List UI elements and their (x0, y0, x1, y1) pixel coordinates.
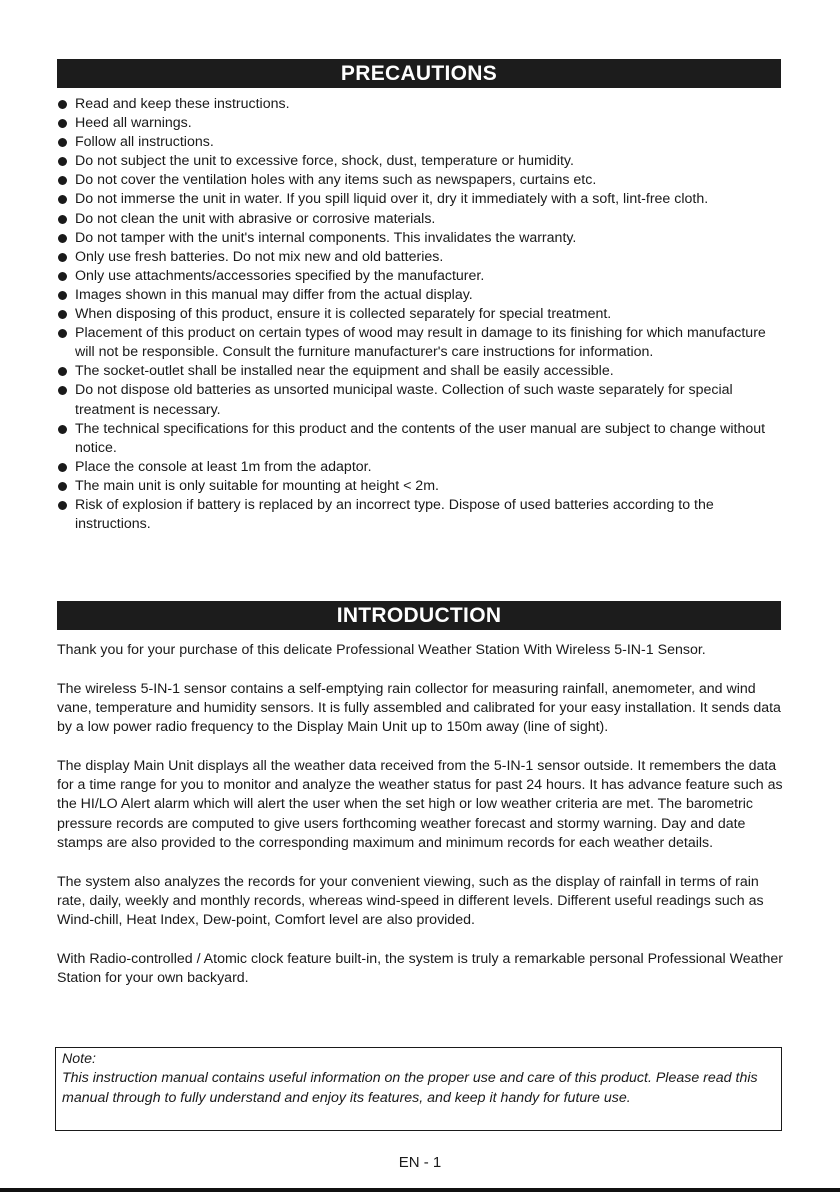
note-heading: Note: (62, 1051, 96, 1067)
list-item: Do not clean the unit with abrasive or corrosive materials. (57, 210, 787, 229)
bullet-icon (58, 310, 67, 319)
bullet-icon (58, 425, 67, 434)
bullet-icon (58, 367, 67, 376)
list-item: Placement of this product on certain types of wood may result in damage to its finishing for which manufacture will not be responsible. Consult the furniture manufacturer's care instructions for information. (57, 324, 787, 362)
list-item: Read and keep these instructions. (57, 95, 787, 114)
list-item: Only use fresh batteries. Do not mix new and old batteries. (57, 248, 787, 267)
bullet-icon (58, 253, 67, 262)
intro-paragraph: The display Main Unit displays all the weather data received from the 5-IN-1 sensor outside. It remembers the data for a time range for you to monitor and analyze the weather status for past 24 hours. It has advance feature such as the HI/LO Alert alarm which will alert the user when the set high or low weather criteria are met. The barometric pressure records are computed to give users forthcoming weather forecast and stormy warning. Day and date stamps are also provided to the corresponding maximum and minimum records for each weather details. (57, 757, 783, 851)
bullet-icon (58, 119, 67, 128)
precautions-title: PRECAUTIONS (57, 59, 781, 88)
list-item: Heed all warnings. (57, 114, 787, 133)
intro-paragraph: The system also analyzes the records for your convenient viewing, such as the display of rainfall in terms of rain rate, daily, weekly and monthly records, whereas wind-speed in different levels. Different useful readings such as Wind-chill, Heat Index, Dew-point, Comfort level are also provided. (57, 873, 764, 929)
bullet-icon (58, 195, 67, 204)
list-item: The main unit is only suitable for mounting at height < 2m. (57, 477, 787, 496)
bullet-icon (58, 291, 67, 300)
intro-paragraph: With Radio-controlled / Atomic clock feature built-in, the system is truly a remarkable personal Professional Weather Station for your own backyard. (57, 950, 783, 987)
bullet-icon (58, 176, 67, 185)
list-item: Do not tamper with the unit's internal components. This invalidates the warranty. (57, 229, 787, 248)
list-item: Images shown in this manual may differ from the actual display. (57, 286, 787, 305)
list-item: The technical specifications for this product and the contents of the user manual are subject to change without notice. (57, 420, 787, 458)
bullet-icon (58, 100, 67, 109)
bullet-icon (58, 272, 67, 281)
bullet-icon (58, 482, 67, 491)
bullet-icon (58, 501, 67, 510)
note-text: This instruction manual contains useful information on the proper use and care of this product. Please read this manual through to fully understand and enjoy its features, and keep it handy for future use. (62, 1070, 758, 1106)
list-item: Follow all instructions. (57, 133, 787, 152)
list-item: The socket-outlet shall be installed near the equipment and shall be easily accessible. (57, 362, 787, 381)
page-number: EN - 1 (398, 1154, 442, 1171)
bullet-icon (58, 463, 67, 472)
list-item: Do not cover the ventilation holes with any items such as newspapers, curtains etc. (57, 171, 787, 190)
note-box (55, 1047, 782, 1131)
bullet-icon (58, 157, 67, 166)
list-item: Do not immerse the unit in water. If you spill liquid over it, dry it immediately with a soft, lint-free cloth. (57, 190, 787, 209)
bullet-icon (58, 234, 67, 243)
introduction-body (57, 641, 785, 988)
list-item: Risk of explosion if battery is replaced by an incorrect type. Dispose of used batteries according to the instructions. (57, 496, 787, 534)
list-item: Only use attachments/accessories specified by the manufacturer. (57, 267, 787, 286)
intro-paragraph: The wireless 5-IN-1 sensor contains a self-emptying rain collector for measuring rainfall, anemometer, and wind vane, temperature and humidity sensors. It is fully assembled and calibrated for your easy installation. It sends data by a low power radio frequency to the Display Main Unit up to 150m away (line of sight). (57, 680, 781, 736)
bullet-icon (58, 215, 67, 224)
precautions-list (57, 95, 787, 534)
list-item: Place the console at least 1m from the adaptor. (57, 458, 787, 477)
bottom-divider (0, 1188, 840, 1192)
list-item: Do not subject the unit to excessive force, shock, dust, temperature or humidity. (57, 152, 787, 171)
bullet-icon (58, 138, 67, 147)
list-item: When disposing of this product, ensure it is collected separately for special treatment. (57, 305, 787, 324)
bullet-icon (58, 386, 67, 395)
list-item: Do not dispose old batteries as unsorted municipal waste. Collection of such waste separately for special treatment is necessary. (57, 381, 787, 419)
intro-paragraph: Thank you for your purchase of this delicate Professional Weather Station With Wireless 5-IN-1 Sensor. (57, 642, 706, 658)
introduction-title: INTRODUCTION (57, 601, 781, 630)
bullet-icon (58, 329, 67, 338)
